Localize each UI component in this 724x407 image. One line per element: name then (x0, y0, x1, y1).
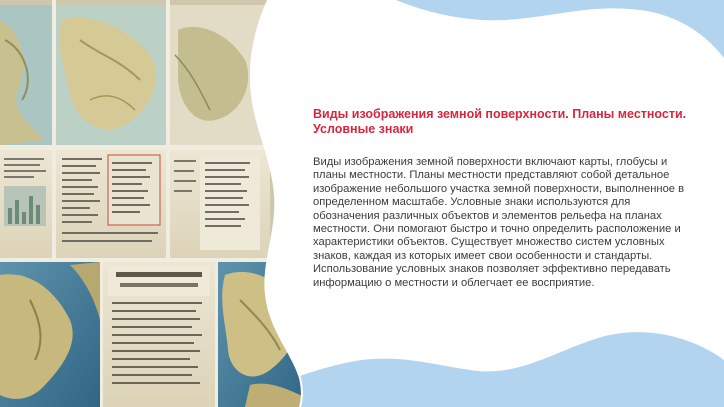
slide-body-text: Виды изображения земной поверхности включают карты, глобусы и планы местности. Планы местности представляют собой детальное изображение небольшого участка земной поверхности, выполненное в определенном масштабе. Условные знаки используются для обозначения различных объектов и элементов рельефа на планах местности. Они помогают быстро и точно определить расположение и характеристики объектов. Существует множество систем условных знаков, каждая из которых имеет свои особенности и стандарты. Использование условных знаков позволяет эффективно передавать информацию о местности и облегчает ее восприятие. (313, 156, 685, 289)
slide-title: Виды изображения земной поверхности. Планы местности. Условные знаки (313, 107, 687, 136)
